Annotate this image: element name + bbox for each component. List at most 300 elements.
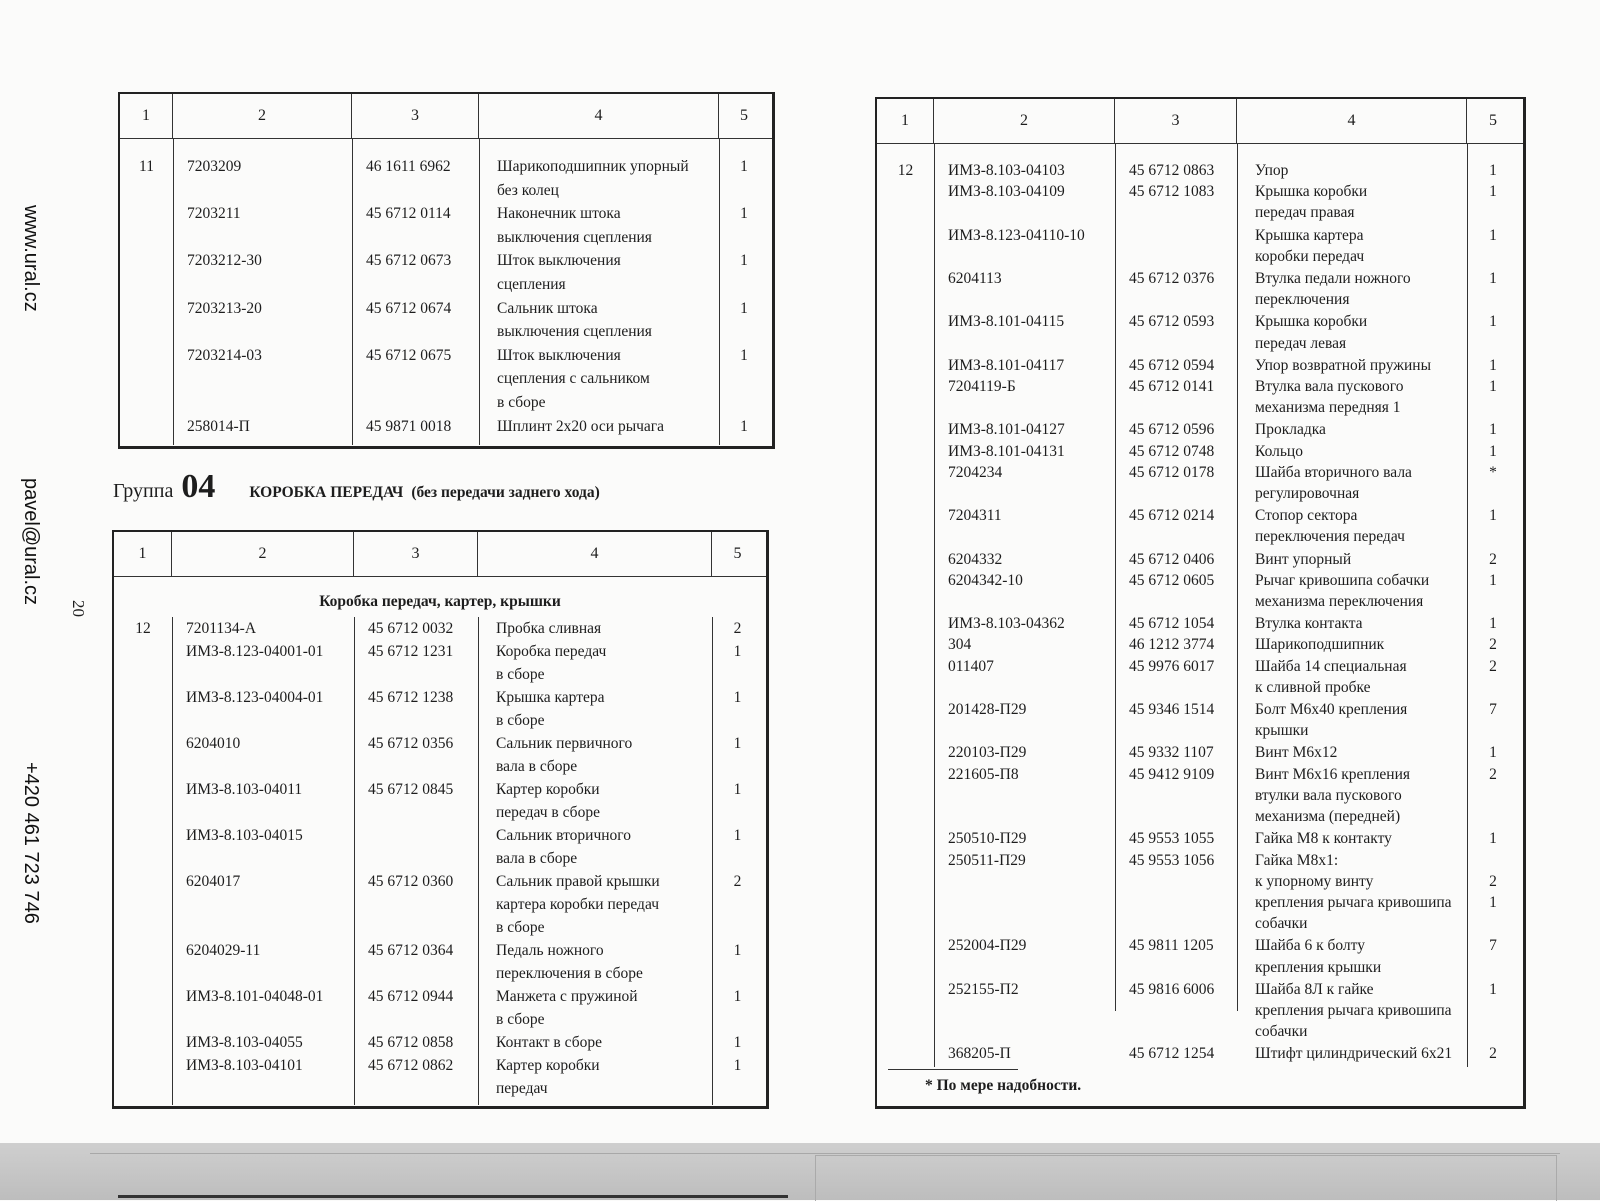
name-cell <box>479 202 719 249</box>
group-cell: 12 <box>897 162 914 179</box>
code-cell: 45 9553 1055 <box>1129 830 1215 848</box>
qty-cell <box>1467 462 1519 504</box>
group-cell <box>877 656 934 698</box>
qty-cell <box>1467 441 1519 462</box>
code-cell: 45 6712 0406 <box>1129 550 1215 568</box>
table-row <box>877 505 1523 547</box>
qty-line: 1 <box>1489 571 1497 589</box>
table-row <box>114 985 766 1031</box>
name-cell <box>478 1031 712 1054</box>
group-cell <box>877 311 934 353</box>
table-row <box>877 656 1523 698</box>
table-row <box>114 640 766 686</box>
group-cell <box>877 549 934 570</box>
designation-cell: ИМЗ-8.103-04101 <box>186 1057 303 1074</box>
name-line: крепления крышки <box>1255 958 1382 976</box>
designation-cell: ИМЗ-8.103-04055 <box>186 1034 303 1051</box>
table-row <box>120 155 772 202</box>
code-cell: 45 6712 0141 <box>1129 378 1215 396</box>
name-cell <box>479 155 719 202</box>
name-line: без колец <box>497 181 559 199</box>
code-cell: 45 6712 0364 <box>368 942 454 959</box>
code-cell: 45 6712 0360 <box>368 873 454 890</box>
group-cell <box>877 462 934 504</box>
qty-cell: 1 <box>733 643 742 660</box>
code-cell: 46 1212 3774 <box>1129 636 1215 654</box>
code-cell: 45 9412 9109 <box>1129 765 1215 783</box>
qty-cell <box>1467 850 1519 935</box>
group-cell <box>120 202 173 249</box>
qty-line: * <box>1489 463 1497 481</box>
name-line: в сборе <box>496 712 545 729</box>
table-row <box>877 850 1523 935</box>
designation-cell: 7204119-Б <box>948 378 1016 396</box>
name-line: Шплинт 2х20 оси рычага <box>497 417 665 435</box>
name-cell <box>1237 979 1467 1043</box>
table-row <box>114 939 766 985</box>
header-col-5: 5 <box>733 545 742 562</box>
code-cell: 45 9553 1056 <box>1129 851 1215 869</box>
name-line: Сальник вторичного <box>496 827 632 844</box>
name-line: Кольцо <box>1255 442 1303 460</box>
qty-line: 2 <box>1489 636 1497 654</box>
name-line: Шайба 6 к болту <box>1255 937 1365 955</box>
table-row <box>877 764 1523 828</box>
name-cell <box>1237 742 1467 763</box>
qty-line: 2 <box>1489 765 1497 783</box>
name-line: выключения сцепления <box>497 323 652 341</box>
group-cell <box>877 935 934 977</box>
designation-cell: 7204234 <box>948 463 1003 481</box>
group-cell <box>114 939 172 985</box>
name-line: крышки <box>1255 722 1309 740</box>
parts-table-right <box>875 97 1526 1109</box>
qty-cell <box>1467 656 1519 698</box>
code-cell: 45 6712 1054 <box>1129 615 1215 633</box>
code-cell: 45 9976 6017 <box>1129 657 1215 675</box>
group-cell <box>877 268 934 310</box>
qty-cell: 1 <box>733 942 742 959</box>
table-header <box>114 532 766 577</box>
phone-text: +420 461 723 746 <box>20 762 42 924</box>
table-row <box>114 1031 766 1054</box>
name-line: собачки <box>1255 1023 1308 1041</box>
header-col-4: 4 <box>478 532 712 576</box>
group-cell <box>877 764 934 828</box>
group-cell <box>877 376 934 418</box>
designation-cell: ИМЗ-8.103-04015 <box>186 827 303 844</box>
group-cell <box>877 1043 934 1064</box>
qty-line: 1 <box>1489 162 1497 179</box>
name-line: Шайба 8Л к гайке <box>1255 980 1374 998</box>
group-cell <box>877 181 934 223</box>
table-row <box>114 1054 766 1100</box>
name-line: Втулка вала пускового <box>1255 378 1404 396</box>
name-line: Винт М6х16 крепления <box>1255 765 1411 783</box>
table-row <box>877 979 1523 1043</box>
name-cell <box>478 1054 712 1100</box>
name-line: регулировочная <box>1255 485 1360 503</box>
group-note: (без передачи заднего хода) <box>411 484 600 501</box>
parts-table-top-left <box>118 92 775 449</box>
group-cell <box>120 297 173 344</box>
name-line: механизма (передней) <box>1255 808 1401 826</box>
group-title: КОРОБКА ПЕРЕДАЧ <box>249 484 404 501</box>
designation-cell: 7203212-30 <box>187 252 262 270</box>
group-cell <box>877 742 934 763</box>
name-cell <box>1237 613 1467 634</box>
table-body <box>120 139 772 445</box>
qty-cell <box>1467 570 1519 612</box>
group-cell <box>877 441 934 462</box>
group-cell <box>877 613 934 634</box>
group-cell <box>877 828 934 849</box>
qty-cell: 1 <box>733 1034 742 1051</box>
code-cell: 45 6712 1238 <box>368 689 454 706</box>
name-line: Упор возвратной пружины <box>1255 356 1432 374</box>
qty-cell <box>1467 505 1519 547</box>
name-cell <box>478 640 712 686</box>
name-line: Картер коробки <box>496 781 600 798</box>
table-row <box>877 376 1523 418</box>
group-cell <box>114 1031 172 1054</box>
name-line: переключения <box>1255 291 1350 309</box>
header-col-4: 4 <box>1237 99 1467 143</box>
qty-cell: 1 <box>740 417 748 435</box>
name-line: в сборе <box>496 919 545 936</box>
designation-cell: 252155-П2 <box>948 980 1019 998</box>
name-line: крепления рычага кривошипа <box>1255 1001 1452 1019</box>
qty-line: 1 <box>1489 378 1497 396</box>
name-line: Штифт цилиндрический 6х21 <box>1255 1045 1453 1063</box>
qty-line: 1 <box>1489 893 1497 911</box>
scan-edge <box>0 1143 1600 1200</box>
designation-cell: 201428-П29 <box>948 701 1027 719</box>
email-text: pavel@ural.cz <box>20 478 42 606</box>
code-cell: 45 6712 0944 <box>368 988 454 1005</box>
page-number: 20 <box>69 600 88 617</box>
designation-cell: ИМЗ-8.103-04103 <box>948 162 1065 179</box>
qty-cell: 1 <box>740 299 748 317</box>
qty-cell <box>1467 355 1519 376</box>
group-cell <box>120 249 173 296</box>
table-row <box>114 732 766 778</box>
table-row <box>877 311 1523 353</box>
code-cell: 45 6712 0376 <box>1129 270 1215 288</box>
name-line: Манжета с пружиной <box>496 988 638 1005</box>
table-row <box>877 828 1523 849</box>
code-cell: 45 9816 6006 <box>1129 980 1215 998</box>
name-cell <box>1237 181 1467 223</box>
designation-cell: 6204029-11 <box>186 942 261 959</box>
code-cell: 45 6712 0675 <box>366 346 452 364</box>
name-cell <box>1237 441 1467 462</box>
designation-cell: 6204017 <box>186 873 241 890</box>
designation-cell: 7203209 <box>187 158 242 175</box>
header-col-3: 3 <box>352 94 479 138</box>
table-row <box>877 699 1523 741</box>
name-line: передач <box>496 1080 548 1097</box>
group-cell <box>877 979 934 1043</box>
qty-line: 1 <box>1489 226 1497 244</box>
name-line: переключения в сборе <box>496 965 643 982</box>
designation-cell: ИМЗ-8.101-04131 <box>948 442 1065 460</box>
name-line: Шарикоподшипник упорный <box>497 158 689 175</box>
footnote: * По мере надобности. <box>925 1077 1082 1094</box>
name-line: Наконечник штока <box>497 205 621 223</box>
qty-line: 1 <box>1489 442 1497 460</box>
name-line: к сливной пробке <box>1255 678 1371 696</box>
table-row <box>114 824 766 870</box>
name-line: Стопор сектора <box>1255 507 1358 525</box>
name-cell <box>478 870 712 939</box>
name-line: Коробка передач <box>496 643 607 660</box>
table-row <box>114 686 766 732</box>
name-cell <box>479 344 719 415</box>
designation-cell: 6204332 <box>948 550 1003 568</box>
table-row <box>877 419 1523 440</box>
code-cell: 45 6712 0594 <box>1129 356 1215 374</box>
designation-cell: 258014-П <box>187 417 250 435</box>
designation-cell: 220103-П29 <box>948 744 1027 762</box>
table-row <box>877 225 1523 267</box>
name-line: передач правая <box>1255 204 1355 222</box>
table-row <box>877 181 1523 223</box>
designation-cell: 252004-П29 <box>948 937 1027 955</box>
table-row <box>877 742 1523 763</box>
designation-cell: ИМЗ-8.123-04004-01 <box>186 689 324 706</box>
code-cell: 45 6712 0673 <box>366 252 452 270</box>
qty-line: 2 <box>1489 1045 1497 1063</box>
qty-line <box>1467 850 1519 871</box>
designation-cell: ИМЗ-8.123-04001-01 <box>186 643 324 660</box>
designation-cell: 7203213-20 <box>187 299 262 317</box>
qty-line: 1 <box>1489 270 1497 288</box>
name-line: сцепления с сальником <box>497 370 650 388</box>
designation-cell: ИМЗ-8.101-04115 <box>948 313 1065 331</box>
name-cell <box>479 415 719 439</box>
qty-cell: 1 <box>733 1057 742 1074</box>
group-cell <box>114 640 172 686</box>
name-cell <box>1237 935 1467 977</box>
code-cell: 45 6712 0356 <box>368 735 454 752</box>
designation-cell: 011407 <box>948 657 994 675</box>
code-cell: 45 6712 0593 <box>1129 313 1215 331</box>
qty-cell <box>1467 549 1519 570</box>
qty-cell <box>1467 935 1519 977</box>
code-cell: 45 6712 0596 <box>1129 421 1215 439</box>
name-line: механизма передняя 1 <box>1255 399 1401 417</box>
qty-cell <box>1467 764 1519 828</box>
designation-cell: ИМЗ-8.123-04110-10 <box>948 226 1085 244</box>
name-cell <box>478 824 712 870</box>
qty-line: 1 <box>1489 183 1497 201</box>
name-cell <box>1237 376 1467 418</box>
header-col-3: 3 <box>1115 99 1237 143</box>
qty-cell: 1 <box>733 689 742 706</box>
qty-cell <box>1467 268 1519 310</box>
table-row <box>120 202 772 249</box>
code-cell: 45 6712 0214 <box>1129 507 1215 525</box>
qty-line: 1 <box>1489 615 1497 633</box>
name-line: Шарикоподшипник <box>1255 636 1385 654</box>
name-cell <box>1237 656 1467 698</box>
name-line: Сальник правой крышки <box>496 873 660 890</box>
table-row <box>877 160 1523 181</box>
name-line: Шток выключения <box>497 346 621 364</box>
qty-cell <box>1467 311 1519 353</box>
group-cell <box>120 344 173 415</box>
qty-cell: 1 <box>733 735 742 752</box>
header-col-2: 2 <box>934 99 1115 143</box>
designation-cell: ИМЗ-8.101-04048-01 <box>186 988 324 1005</box>
name-cell <box>1237 462 1467 504</box>
designation-cell: 221605-П8 <box>948 765 1019 783</box>
name-cell <box>1237 699 1467 741</box>
name-line: передач левая <box>1255 334 1347 352</box>
name-cell <box>1237 828 1467 849</box>
table-row <box>877 634 1523 655</box>
group-cell: 12 <box>135 620 151 637</box>
table-row <box>877 441 1523 462</box>
name-cell <box>478 617 712 640</box>
name-line: Педаль ножного <box>496 942 604 959</box>
table-row <box>877 570 1523 612</box>
name-cell <box>1237 850 1467 935</box>
group-cell <box>114 778 172 824</box>
designation-cell: 368205-П <box>948 1045 1011 1063</box>
name-line: Рычаг кривошипа собачки <box>1255 571 1430 589</box>
code-cell: 45 6712 0748 <box>1129 442 1215 460</box>
qty-cell <box>1467 828 1519 849</box>
group-word: Группа <box>113 480 174 502</box>
qty-cell <box>1467 376 1519 418</box>
code-cell: 45 9346 1514 <box>1129 701 1215 719</box>
qty-cell <box>1467 742 1519 763</box>
designation-cell: 7201134-А <box>186 620 257 637</box>
code-cell <box>354 824 478 870</box>
table-header <box>120 94 772 139</box>
name-cell <box>1237 764 1467 828</box>
qty-line: 2 <box>1489 550 1497 568</box>
qty-line: 1 <box>1489 507 1497 525</box>
designation-cell: 250510-П29 <box>948 830 1027 848</box>
group-cell <box>114 870 172 939</box>
table-row <box>120 415 772 439</box>
name-line: коробки передач <box>1255 247 1365 265</box>
designation-cell: ИМЗ-8.103-04011 <box>186 781 303 798</box>
table-row <box>877 935 1523 977</box>
designation-cell: ИМЗ-8.101-04117 <box>948 356 1065 374</box>
qty-line: 1 <box>1489 313 1497 331</box>
name-cell <box>478 732 712 778</box>
group-cell <box>877 419 934 440</box>
qty-cell <box>1467 634 1519 655</box>
code-cell: 45 9332 1107 <box>1129 744 1214 762</box>
table-row <box>877 549 1523 570</box>
name-line: вала в сборе <box>496 758 578 775</box>
qty-line: 7 <box>1489 701 1497 719</box>
qty-cell: 2 <box>733 620 742 637</box>
name-line: Сальник первичного <box>496 735 633 752</box>
qty-line: 1 <box>1489 830 1497 848</box>
name-line: Винт М6х12 <box>1255 744 1338 762</box>
group-cell <box>877 355 934 376</box>
footnote-divider <box>888 1069 1018 1070</box>
header-col-1: 1 <box>120 94 173 138</box>
name-line: переключения передач <box>1255 528 1405 546</box>
header-col-1: 1 <box>877 99 934 143</box>
name-line: Пробка сливная <box>496 620 602 637</box>
name-line: в сборе <box>496 1011 545 1028</box>
name-cell <box>1237 634 1467 655</box>
header-col-5: 5 <box>1489 112 1497 129</box>
name-line: Картер коробки <box>496 1057 600 1074</box>
name-cell <box>1237 355 1467 376</box>
code-cell: 45 6712 0863 <box>1129 162 1215 179</box>
designation-cell: 6204010 <box>186 735 241 752</box>
group-heading <box>113 468 600 506</box>
code-cell: 45 9811 1205 <box>1129 937 1214 955</box>
name-line: вала в сборе <box>496 850 578 867</box>
name-line: сцепления <box>497 275 566 293</box>
designation-cell: 6204113 <box>948 270 1002 288</box>
name-line: Крышка коробки <box>1255 313 1368 331</box>
parts-table-bottom-left <box>112 530 769 1109</box>
table-body <box>114 577 766 1105</box>
name-cell <box>1237 160 1467 181</box>
group-cell <box>120 415 173 439</box>
qty-cell: 1 <box>740 252 748 270</box>
name-line: Крышка коробки <box>1255 183 1368 201</box>
table-subheading: Коробка передач, картер, крышки <box>319 593 561 610</box>
name-line: в сборе <box>497 393 546 411</box>
designation-cell: 7203214-03 <box>187 346 262 364</box>
designation-cell: 304 <box>948 636 972 654</box>
qty-cell <box>1467 160 1519 181</box>
name-cell <box>478 686 712 732</box>
group-cell <box>877 699 934 741</box>
group-cell <box>114 686 172 732</box>
name-line: собачки <box>1255 915 1308 933</box>
code-cell: 45 6712 1083 <box>1129 183 1215 201</box>
designation-cell: 6204342-10 <box>948 571 1023 589</box>
group-cell <box>877 850 934 935</box>
qty-cell <box>1467 225 1519 267</box>
code-cell: 45 6712 0858 <box>368 1034 454 1051</box>
group-number: 04 <box>181 468 216 505</box>
name-cell <box>1237 1043 1467 1064</box>
group-cell <box>877 570 934 612</box>
code-cell: 45 9871 0018 <box>366 417 452 435</box>
designation-cell: 250511-П29 <box>948 851 1026 869</box>
designation-cell: ИМЗ-8.103-04362 <box>948 615 1065 633</box>
qty-line: 2 <box>1489 872 1497 890</box>
qty-line <box>1467 913 1519 934</box>
table-row <box>877 268 1523 310</box>
table-header <box>877 99 1523 144</box>
qty-cell <box>1467 419 1519 440</box>
qty-cell: 1 <box>733 781 742 798</box>
group-cell <box>877 505 934 547</box>
group-cell <box>877 634 934 655</box>
name-line: Гайка М8х1: <box>1255 851 1339 869</box>
name-cell <box>479 249 719 296</box>
group-cell <box>114 985 172 1031</box>
code-cell: 45 6712 0114 <box>366 205 451 223</box>
table-row <box>114 870 766 939</box>
qty-line: 1 <box>1489 980 1497 998</box>
